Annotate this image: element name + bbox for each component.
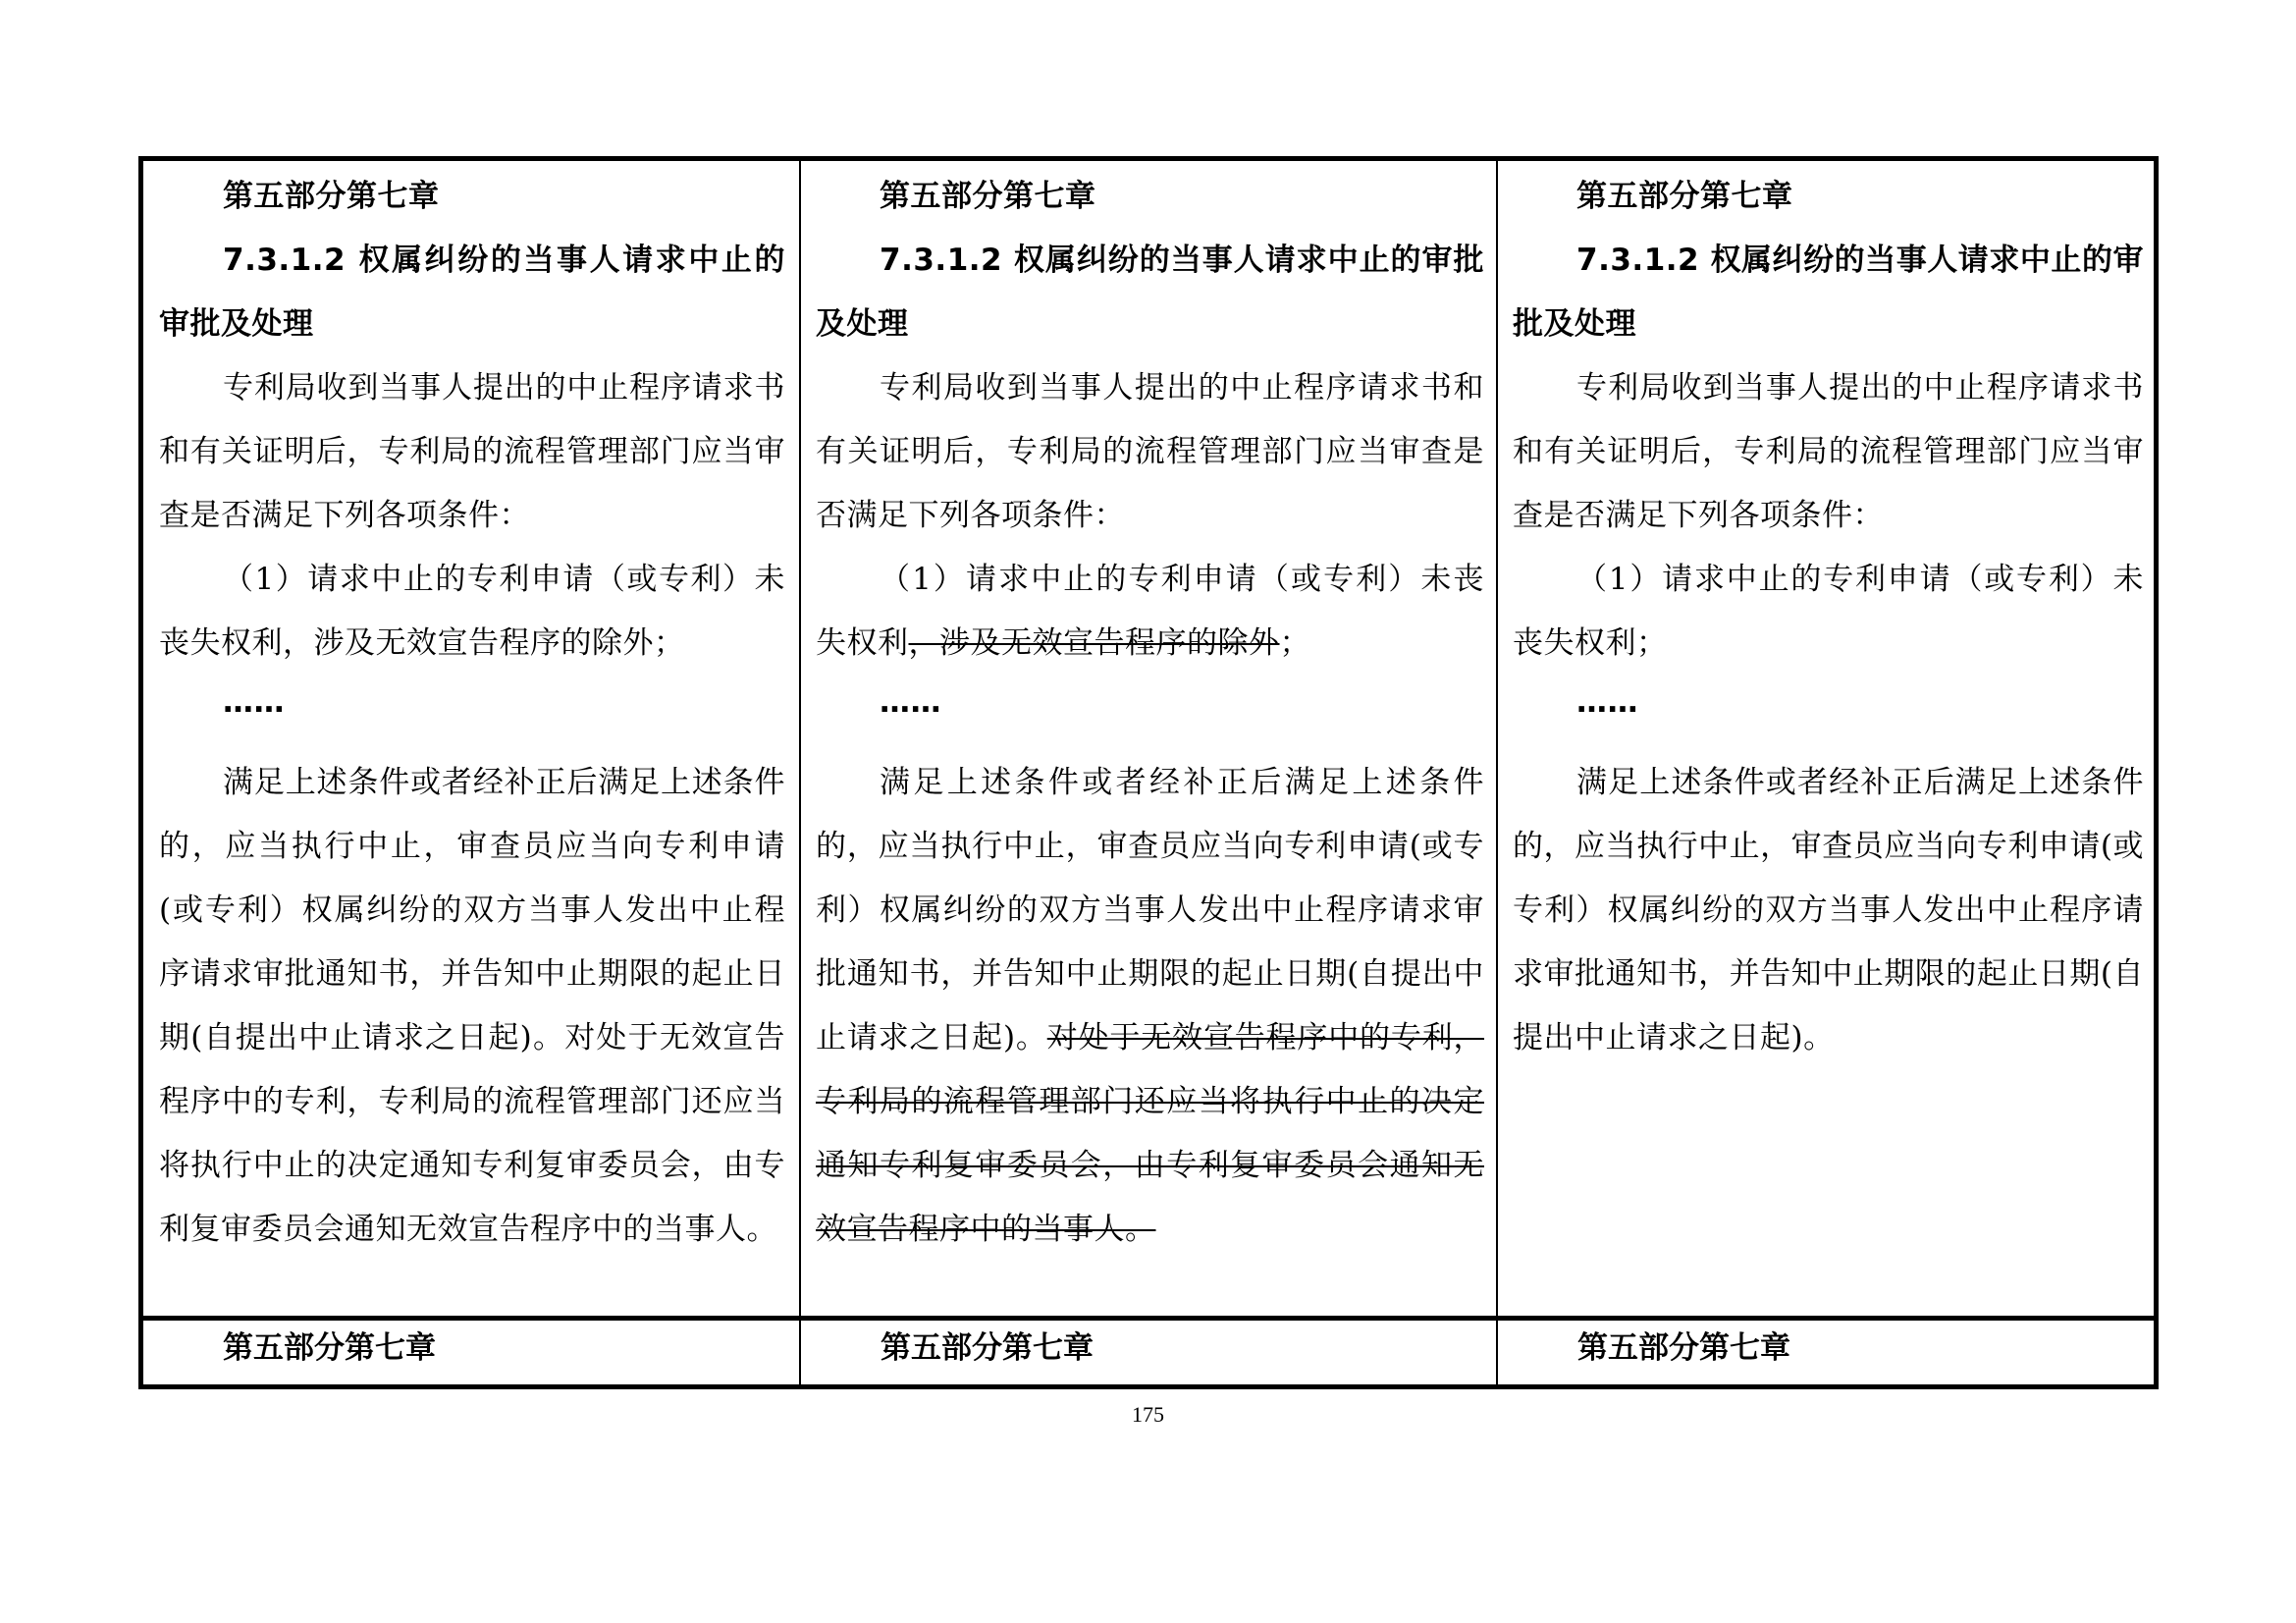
cell-original (159, 165, 785, 1262)
kept-text: 满足上述条件或者经补正后满足上述条件的，应当执行中止，审查员应当向专利申请(或专利）权属纠纷的双方当事人发出中止程序请求审批通知书，并告知中止期限的起止日期(自提出中止请求之日起)。 (816, 765, 1484, 1055)
footer-chapter-label: 第五部分第七章 (1577, 1330, 1790, 1366)
ellipsis: …… (1576, 684, 1638, 720)
deleted-text: 对处于无效宣告程序中的专利，专利局的流程管理部门还应当将执行中止的决定通知专利复审委员会，由专利复审委员会通知无效宣告程序中的当事人。 (816, 1020, 1485, 1247)
column-revised (1496, 161, 2154, 1384)
ellipsis: …… (880, 684, 941, 720)
row-divider (143, 1316, 2154, 1321)
comparison-table (138, 156, 2159, 1389)
section-title: 7.3.1.2 权属纠纷的当事人请求中止的审批及处理 (816, 243, 1484, 342)
paragraph-result: 满足上述条件或者经补正后满足上述条件的，应当执行中止，审查员应当向专利申请(或专利）权属纠纷的双方当事人发出中止程序请求审批通知书，并告知中止期限的起止日期(自提出中止请求之日起)。 (1513, 765, 2144, 1055)
section-title: 7.3.1.2 权属纠纷的当事人请求中止的审批及处理 (159, 243, 785, 342)
condition-item-1: （1）请求中止的专利申请（或专利）未丧失权利； (1513, 562, 2144, 661)
footer-chapter-label: 第五部分第七章 (881, 1330, 1094, 1366)
chapter-label: 第五部分第七章 (880, 179, 1096, 214)
chapter-label: 第五部分第七章 (223, 179, 440, 214)
cell-revision (816, 165, 1484, 1262)
column-original (143, 161, 799, 1384)
paragraph-result (816, 751, 1484, 1262)
paragraph-result: 满足上述条件或者经补正后满足上述条件的，应当执行中止，审查员应当向专利申请(或专利）权属纠纷的双方当事人发出中止程序请求审批通知书，并告知中止期限的起止日期(自提出中止请求之日起)。对处于无效宣告程序中的专利，专利局的流程管理部门还应当将执行中止的决定通知专利复审委员会，由专利复审委员会通知无效宣告程序中的当事人。 (159, 765, 785, 1247)
paragraph-intro: 专利局收到当事人提出的中止程序请求书和有关证明后，专利局的流程管理部门应当审查是否满足下列各项条件： (1513, 370, 2144, 533)
cell-revised (1513, 165, 2144, 1070)
footer-chapter-label: 第五部分第七章 (223, 1330, 436, 1366)
ellipsis: …… (223, 684, 285, 720)
condition-item-1 (816, 548, 1484, 676)
paragraph-intro: 专利局收到当事人提出的中止程序请求书和有关证明后，专利局的流程管理部门应当审查是否满足下列各项条件： (816, 370, 1484, 533)
page-number: 175 (1132, 1402, 1164, 1427)
kept-text: （1）请求中止的专利申请（或专利）未丧失权利 (816, 562, 1484, 661)
paragraph-intro: 专利局收到当事人提出的中止程序请求书和有关证明后，专利局的流程管理部门应当审查是否满足下列各项条件： (159, 370, 785, 533)
kept-text: ； (1279, 625, 1310, 661)
section-title: 7.3.1.2 权属纠纷的当事人请求中止的审批及处理 (1513, 243, 2144, 342)
chapter-label: 第五部分第七章 (1576, 179, 1793, 214)
column-revision (799, 161, 1496, 1384)
condition-item-1: （1）请求中止的专利申请（或专利）未丧失权利，涉及无效宣告程序的除外； (159, 562, 785, 661)
deleted-text: ，涉及无效宣告程序的除外 (908, 625, 1280, 661)
